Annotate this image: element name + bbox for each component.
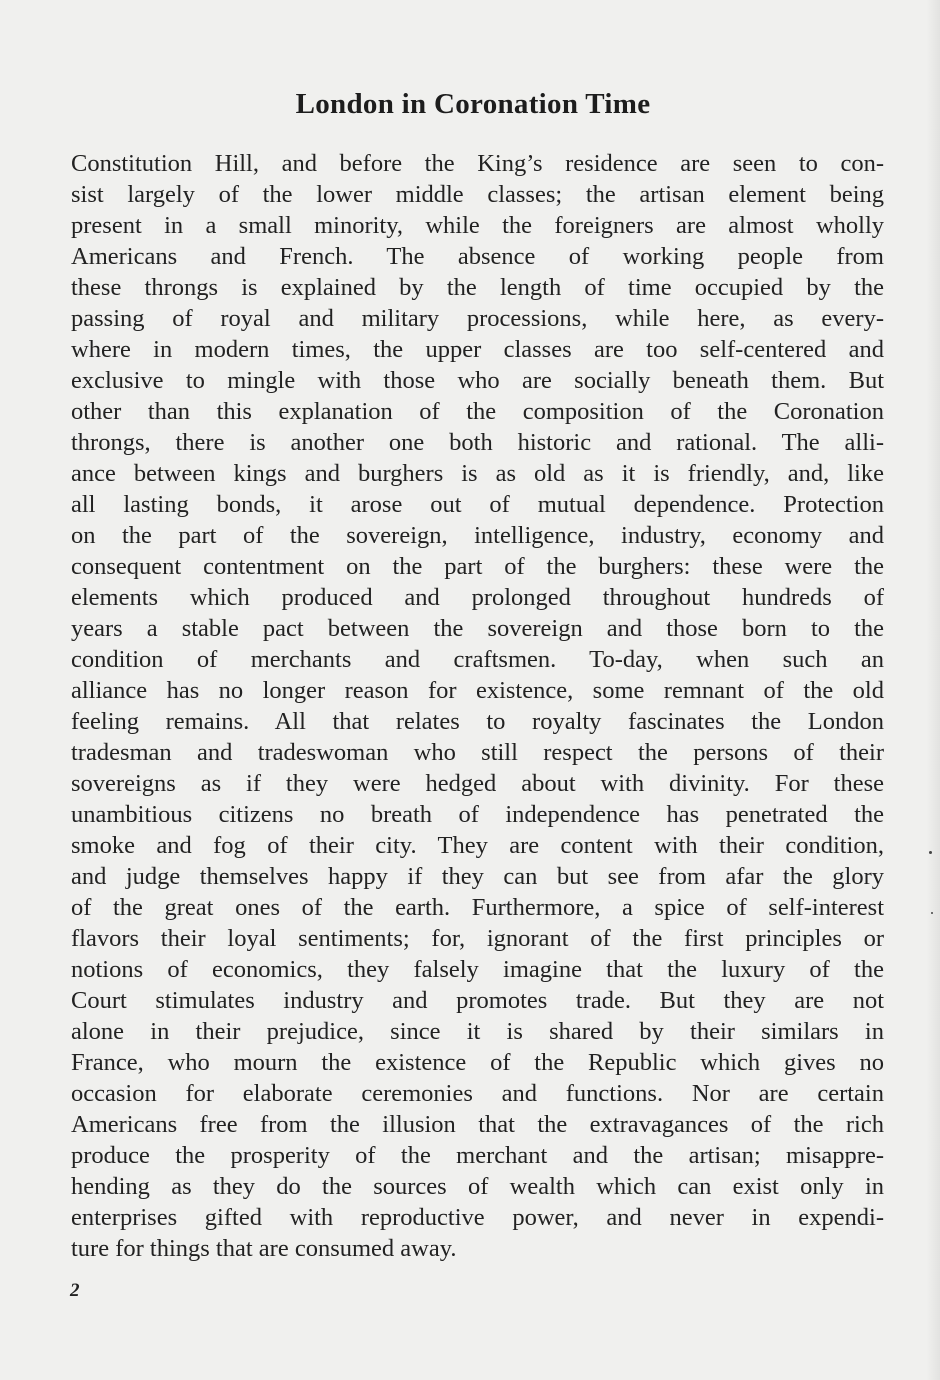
page-edge-shadow: [926, 0, 940, 1380]
text-line: of the great ones of the earth. Furthermore, a spice of self-interest: [71, 894, 884, 921]
text-line: exclusive to mingle with those who are socially beneath them. But: [71, 367, 884, 394]
text-line: hending as they do the sources of wealth which can exist only in: [71, 1173, 884, 1200]
body-text: [71, 148, 884, 1264]
page-number: 2: [70, 1280, 80, 1301]
text-line: Americans free from the illusion that the extravagances of the rich: [71, 1111, 884, 1138]
text-line: feeling remains. All that relates to royalty fascinates the London: [71, 708, 884, 735]
text-line: Court stimulates industry and promotes trade. But they are not: [71, 987, 884, 1014]
text-line: passing of royal and military processions, while here, as every-: [71, 305, 884, 332]
text-line: present in a small minority, while the foreigners are almost wholly: [71, 212, 884, 239]
text-line: alliance has no longer reason for existence, some remnant of the old: [71, 677, 884, 704]
text-line: throngs, there is another one both historic and rational. The alli-: [71, 429, 884, 456]
text-line: notions of economics, they falsely imagine that the luxury of the: [71, 956, 884, 983]
text-line: consequent contentment on the part of the burghers: these were the: [71, 553, 884, 580]
text-line: enterprises gifted with reproductive power, and never in expendi-: [71, 1204, 884, 1231]
text-line: on the part of the sovereign, intelligence, industry, economy and: [71, 522, 884, 549]
text-line: sist largely of the lower middle classes; the artisan element being: [71, 181, 884, 208]
text-line: produce the prosperity of the merchant and the artisan; misappre-: [71, 1142, 884, 1169]
text-line: and judge themselves happy if they can but see from afar the glory: [71, 863, 884, 890]
text-line: where in modern times, the upper classes are too self-centered and: [71, 336, 884, 363]
text-line: alone in their prejudice, since it is shared by their similars in: [71, 1018, 884, 1045]
text-line-last: ture for things that are consumed away.: [71, 1235, 457, 1262]
paper-speck: [929, 851, 932, 854]
text-line: years a stable pact between the sovereign and those born to the: [71, 615, 884, 642]
text-line: flavors their loyal sentiments; for, ignorant of the first principles or: [71, 925, 884, 952]
text-line: sovereigns as if they were hedged about with divinity. For these: [71, 770, 884, 797]
text-line: tradesman and tradeswoman who still respect the persons of their: [71, 739, 884, 766]
text-line: other than this explanation of the composition of the Coronation: [71, 398, 884, 425]
text-line: Americans and French. The absence of working people from: [71, 243, 884, 270]
text-line: France, who mourn the existence of the Republic which gives no: [71, 1049, 884, 1076]
text-line: condition of merchants and craftsmen. To-day, when such an: [71, 646, 884, 673]
text-line: elements which produced and prolonged throughout hundreds of: [71, 584, 884, 611]
paper-speck: [931, 912, 933, 914]
text-line: ance between kings and burghers is as old as it is friendly, and, like: [71, 460, 884, 487]
text-line: unambitious citizens no breath of independence has penetrated the: [71, 801, 884, 828]
text-line: these throngs is explained by the length of time occupied by the: [71, 274, 884, 301]
text-line: smoke and fog of their city. They are content with their condition,: [71, 832, 884, 859]
text-line: Constitution Hill, and before the King’s residence are seen to con-: [71, 150, 884, 177]
text-line: occasion for elaborate ceremonies and functions. Nor are certain: [71, 1080, 884, 1107]
text-line: all lasting bonds, it arose out of mutual dependence. Protection: [71, 491, 884, 518]
running-head: London in Coronation Time: [295, 88, 651, 120]
